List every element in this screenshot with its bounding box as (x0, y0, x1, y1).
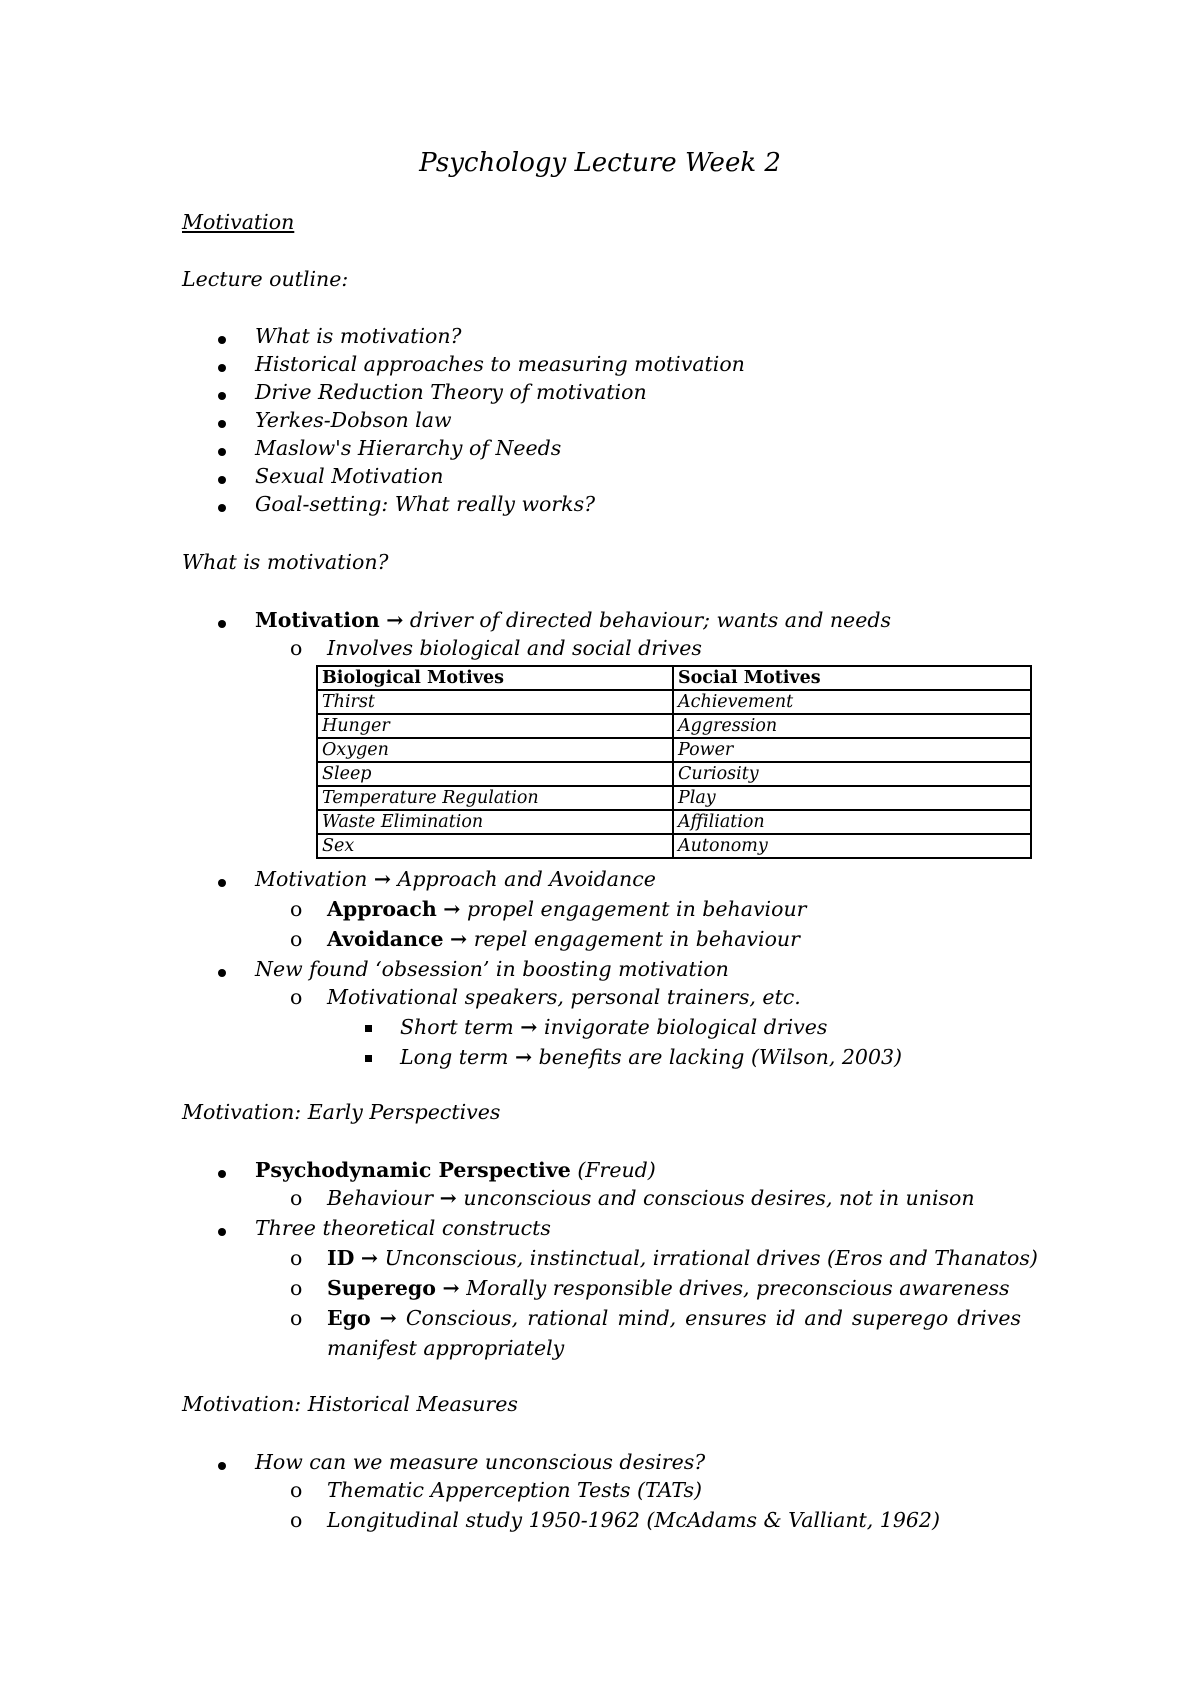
topic-heading: Motivation (182, 210, 295, 234)
motivation-def: driver of directed behaviour; wants and needs (409, 608, 891, 632)
table-cell: Curiosity (673, 762, 1031, 786)
superego-line (327, 1274, 1010, 1302)
table-cell: Waste Elimination (317, 810, 673, 834)
arrow-icon: → (379, 1306, 397, 1330)
superego-term: Superego (327, 1276, 436, 1300)
table-cell: Affiliation (673, 810, 1031, 834)
bullet-dot (218, 969, 226, 977)
table-row (317, 810, 1031, 834)
motivation-term: Motivation (255, 608, 380, 632)
longitudinal-line: Longitudinal study 1950-1962 (McAdams & Valliant, 1962) (327, 1508, 940, 1532)
short-term-line (400, 1013, 827, 1041)
outline-item: Goal-setting: What really works? (255, 492, 596, 516)
long-term-line (400, 1043, 902, 1071)
approach-avoidance (255, 865, 656, 893)
bullet-dot (218, 504, 226, 512)
circle-bullet: o (290, 1508, 303, 1532)
behaviour-line (327, 1184, 975, 1212)
table-cell: Aggression (673, 714, 1031, 738)
bullet-dot (218, 336, 226, 344)
table-cell: Autonomy (673, 834, 1031, 858)
table-row (317, 738, 1031, 762)
circle-bullet: o (290, 897, 303, 921)
superego-def: Morally responsible drives, preconscious awareness (466, 1276, 1010, 1300)
motives-table (316, 665, 1032, 859)
motivation-definition (255, 606, 891, 634)
table-cell: Sleep (317, 762, 673, 786)
page-title: Psychology Lecture Week 2 (419, 148, 781, 178)
bullet-dot (218, 392, 226, 400)
avoid-def: repel engagement in behaviour (473, 927, 800, 951)
long-term: Long term (400, 1045, 509, 1069)
arrow-icon: → (360, 1246, 379, 1270)
arrow-icon: → (373, 867, 391, 891)
ego-def-1: Conscious, rational mind, ensures id and superego drives (405, 1306, 1021, 1330)
table-row (317, 690, 1031, 714)
long-term-def: benefits are lacking (Wilson, 2003) (538, 1045, 903, 1069)
involves-drives: Involves biological and social drives (327, 636, 702, 660)
avoid-term: Avoidance (327, 927, 444, 951)
freud-ref: (Freud) (577, 1158, 656, 1182)
bullet-dot (218, 1462, 226, 1470)
table-cell: Achievement (673, 690, 1031, 714)
circle-bullet: o (290, 636, 303, 660)
arrow-icon: → (386, 608, 404, 632)
measure-question: How can we measure unconscious desires? (255, 1450, 706, 1474)
square-bullet (365, 1025, 372, 1032)
id-line (327, 1244, 1038, 1272)
outline-item: Drive Reduction Theory of motivation (255, 380, 647, 404)
bullet-dot (218, 476, 226, 484)
outline-heading: Lecture outline: (182, 267, 349, 291)
early-heading: Motivation: Early Perspectives (182, 1100, 501, 1124)
id-def: Unconscious, instinctual, irrational drives (Eros and Thanatos) (384, 1246, 1038, 1270)
arrow-icon: → (443, 897, 461, 921)
table-row (317, 762, 1031, 786)
table-cell: Sex (317, 834, 673, 858)
circle-bullet: o (290, 1276, 303, 1300)
short-term-def: invigorate biological drives (544, 1015, 828, 1039)
psychodynamic-term: Psychodynamic Perspective (255, 1158, 571, 1182)
outline-item: Maslow's Hierarchy of Needs (255, 436, 562, 460)
arrow-icon: → (514, 1045, 533, 1069)
tats-line: Thematic Apperception Tests (TATs) (327, 1478, 702, 1502)
square-bullet (365, 1055, 372, 1062)
table-cell: Hunger (317, 714, 673, 738)
approach-avoid-lead: Motivation (255, 867, 368, 891)
outline-item: Yerkes-Dobson law (255, 408, 452, 432)
outline-item: What is motivation? (255, 324, 462, 348)
bullet-dot (218, 1228, 226, 1236)
obsession-line: New found ‘obsession’ in boosting motivation (255, 957, 729, 981)
short-term: Short term (400, 1015, 514, 1039)
table-row (317, 786, 1031, 810)
ego-line-continued: manifest appropriately (327, 1336, 565, 1360)
bullet-dot (218, 879, 226, 887)
bullet-dot (218, 620, 226, 628)
what-is-heading: What is motivation? (182, 550, 389, 574)
arrow-icon: → (442, 1276, 460, 1300)
ego-line (327, 1304, 1021, 1332)
approach-term: Approach (327, 897, 437, 921)
arrow-icon: → (450, 927, 468, 951)
speakers-line: Motivational speakers, personal trainers, etc. (327, 985, 801, 1009)
table-row (317, 834, 1031, 858)
circle-bullet: o (290, 1478, 303, 1502)
arrow-icon: → (520, 1015, 538, 1039)
ego-term: Ego (327, 1306, 371, 1330)
approach-line (327, 895, 806, 923)
historical-heading: Motivation: Historical Measures (182, 1392, 518, 1416)
behaviour-def: unconscious and conscious desires, not in unison (463, 1186, 975, 1210)
table-cell: Oxygen (317, 738, 673, 762)
circle-bullet: o (290, 927, 303, 951)
outline-item: Sexual Motivation (255, 464, 444, 488)
psychodynamic-line (255, 1156, 656, 1184)
circle-bullet: o (290, 1246, 303, 1270)
table-cell: Play (673, 786, 1031, 810)
table-header: Social Motives (673, 666, 1031, 690)
behaviour-term: Behaviour (327, 1186, 434, 1210)
table-header: Biological Motives (317, 666, 673, 690)
table-cell: Power (673, 738, 1031, 762)
avoidance-line (327, 925, 800, 953)
id-term: ID (327, 1246, 355, 1270)
outline-item: Historical approaches to measuring motivation (255, 352, 745, 376)
circle-bullet: o (290, 1306, 303, 1330)
table-cell: Temperature Regulation (317, 786, 673, 810)
bullet-dot (218, 420, 226, 428)
bullet-dot (218, 1170, 226, 1178)
table-cell: Thirst (317, 690, 673, 714)
table-row (317, 714, 1031, 738)
bullet-dot (218, 448, 226, 456)
arrow-icon: → (439, 1186, 457, 1210)
circle-bullet: o (290, 985, 303, 1009)
approach-def: propel engagement in behaviour (466, 897, 807, 921)
approach-avoid-text: Approach and Avoidance (397, 867, 656, 891)
table-header-row (317, 666, 1031, 690)
circle-bullet: o (290, 1186, 303, 1210)
bullet-dot (218, 364, 226, 372)
constructs-line: Three theoretical constructs (255, 1216, 551, 1240)
